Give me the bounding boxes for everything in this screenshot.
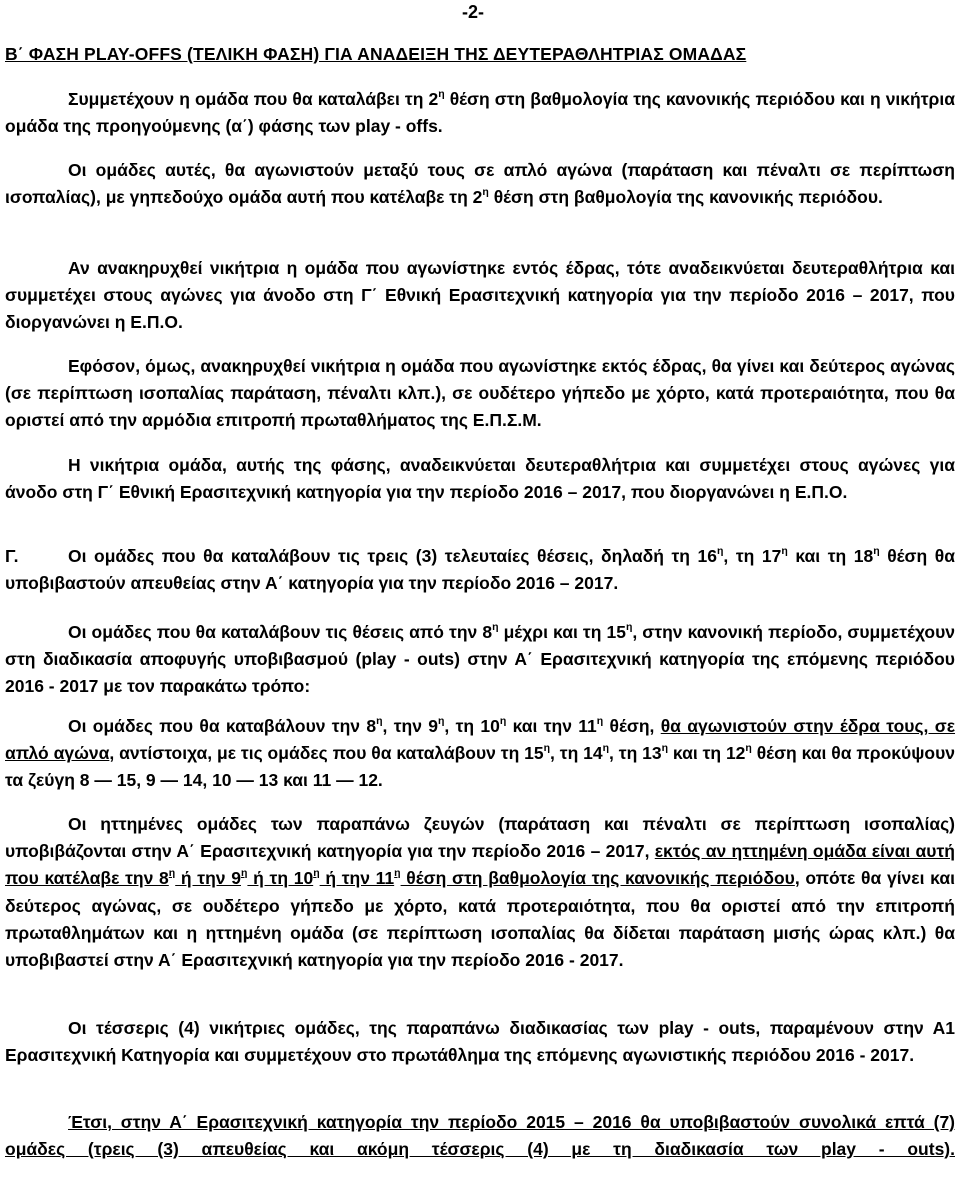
superscript: η xyxy=(625,621,633,633)
superscript: η xyxy=(240,867,248,880)
text-run: και τη 18 xyxy=(787,546,874,566)
superscript: η xyxy=(492,621,499,633)
paragraph-summary xyxy=(5,1109,955,1163)
text-run: , τη 10 xyxy=(444,716,500,736)
paragraph-playouts-winners xyxy=(5,1015,955,1069)
text-run: , στην κανονική περίοδο, συμμετέχουν στη διαδικασία αποφυγής υποβιβασμού (play - outs) στην Α΄ Ερασιτεχνική κατηγορία της επόμενης περιόδου 2016 - 2017 με τον παρακάτω τρόπο: xyxy=(5,622,956,697)
underlined-text: θα αγωνιστούν στην έδρα τους, σε απλό αγώνα xyxy=(5,716,956,764)
superscript: η xyxy=(596,715,604,727)
superscript: η xyxy=(376,715,383,727)
superscript: η xyxy=(438,88,445,100)
paragraph-home-winner xyxy=(5,255,955,337)
paragraph-away-winner xyxy=(5,353,955,435)
paragraph-match-rules xyxy=(5,157,955,211)
superscript: η xyxy=(313,867,320,880)
text-run: μέχρι και τη 15 xyxy=(498,622,626,642)
superscript: η xyxy=(661,742,669,755)
underlined-text: θέση στη βαθμολογία της κανονικής περιόδου xyxy=(400,868,795,889)
text-run: θέση και θα προκύψουν τα ζεύγη 8 — 15, 9 — 14, 10 — 13 και 11 — 12. xyxy=(5,743,956,791)
text-run: , τη 14 xyxy=(550,743,603,764)
superscript: η xyxy=(437,715,445,727)
text-run: , οπότε θα γίνει και δεύτερος αγώνας, σε ουδέτερο γήπεδο με χόρτο, κατά προτεραιότητα, που θα οριστεί από την επιτροπή πρωταθλημάτων και η ηττημένη ομάδα (σε περίπτωση ισοπαλίας θα δίδεται παράταση μισής ώρας κλπ.) θα υποβιβαστεί στην Α΄ Ερασιτεχνική κατηγορία για την περίοδο 2016 - 2017. xyxy=(5,868,955,971)
text-run: και την 11 xyxy=(506,716,597,736)
text-run: Εφόσον, όμως, ανακηρυχθεί νικήτρια η ομάδα που αγωνίστηκε εκτός έδρας, θα γίνει και δεύτερος αγώνας (σε περίπτωση ισοπαλίας παράταση, πέναλτι κλπ.), σε ουδέτερο γήπεδο με χόρτο, κατά προτεραιότητα, που θα οριστεί από την αρμόδια επιτροπή πρωταθλήματος της Ε.Π.Σ.Μ. xyxy=(5,356,955,431)
text-run: , τη 13 xyxy=(609,743,662,764)
text-run: θέση στη βαθμολογία της κανονικής περιόδου και η νικήτρια ομάδα της προηγούμενης (α΄) φάσης των play - offs. xyxy=(5,89,955,137)
paragraph-playouts-losers xyxy=(5,811,955,974)
superscript: η xyxy=(781,545,788,557)
paragraph-relegation-direct xyxy=(5,543,955,597)
underlined-text: ή τη 10 xyxy=(247,868,314,889)
text-run: θέση στη βαθμολογία της κανονικής περιόδου. xyxy=(488,187,883,208)
section-heading: Β΄ ΦΑΣΗ PLAY-OFFS (ΤΕΛΙΚΗ ΦΑΣΗ) ΓΙΑ ΑΝΑΔΕΙΞΗ ΤΗΣ ΔΕΥΤΕΡΑΘΛΗΤΡΙΑΣ ΟΜΑΔΑΣ xyxy=(5,44,747,64)
text-run: Οι ομάδες που θα καταλάβουν τις τρεις (3) τελευταίες θέσεις, δηλαδή τη 16 xyxy=(68,546,717,566)
page-number: -2- xyxy=(462,2,484,22)
section-label: Γ. xyxy=(5,546,19,566)
superscript: η xyxy=(499,715,507,727)
text-run: και τη 12 xyxy=(668,743,746,764)
paragraph-playouts-intro xyxy=(5,619,955,701)
superscript: η xyxy=(482,186,489,199)
paragraph-participants xyxy=(5,86,955,140)
underlined-text: ή την 11 xyxy=(319,868,395,889)
text-run: Αν ανακηρυχθεί νικήτρια η ομάδα που αγωνίστηκε εντός έδρας, τότε αναδεικνύεται δευτεραθλήτρια και συμμετέχει στους αγώνες για άνοδο στη Γ΄ Εθνική Ερασιτεχνική κατηγορία για την περίοδο 2016 – 2017, που διοργανώνει η Ε.Π.Ο. xyxy=(5,258,955,333)
superscript: η xyxy=(873,545,880,557)
superscript: η xyxy=(716,545,724,557)
text-run: , την 9 xyxy=(382,716,438,736)
underlined-text: εκτός αν ηττημένη ομάδα είναι αυτή που κατέλαβε την 8 xyxy=(5,841,955,889)
superscript: η xyxy=(543,742,551,755)
text-run: Συμμετέχουν η ομάδα που θα καταλάβει τη 2 xyxy=(68,89,439,109)
text-run: , τη 17 xyxy=(723,546,782,566)
text-run: Οι ομάδες που θα καταλάβουν τις θέσεις από την 8 xyxy=(68,622,493,642)
text-run: θέση θα υποβιβαστούν απευθείας στην Α΄ κατηγορία για την περίοδο 2016 – 2017. xyxy=(5,546,955,594)
text-run: Οι τέσσερις (4) νικήτριες ομάδες, της παραπάνω διαδικασίας των play - outs, παραμένουν στην Α1 Ερασιτεχνική Κατηγορία και συμμετέχουν στο πρωτάθλημα της επόμενης αγωνιστικής περιόδου 2016 - 2017. xyxy=(5,1018,955,1066)
text-run: Οι ομάδες που θα καταβάλουν την 8 xyxy=(68,716,377,736)
underlined-text: ή την 9 xyxy=(175,868,241,889)
text-run: θέση, xyxy=(603,716,661,736)
underlined-text: Έτσι, στην Α΄ Ερασιτεχνική κατηγορία την περίοδο 2015 – 2016 θα υποβιβαστούν συνολικά επτά (7) ομάδες (τρεις (3) απευθείας και ακόμη τέσσερις (4) με τη διαδικασία των play - outs). xyxy=(5,1112,955,1160)
superscript: η xyxy=(394,867,401,880)
text-run: Οι ομάδες αυτές, θα αγωνιστούν μεταξύ τους σε απλό αγώνα (παράταση και πέναλτι σε περίπτωση ισοπαλίας), με γηπεδούχο ομάδα αυτή που κατέλαβε τη 2 xyxy=(5,160,955,208)
superscript: η xyxy=(745,742,752,755)
paragraph-phase-winner xyxy=(5,452,955,506)
paragraph-playouts-pairs xyxy=(5,713,955,795)
text-run: , αντίστοιχα, με τις ομάδες που θα καταλάβουν τη 15 xyxy=(109,743,544,764)
superscript: η xyxy=(168,867,176,880)
superscript: η xyxy=(602,742,610,755)
text-run: Η νικήτρια ομάδα, αυτής της φάσης, αναδεικνύεται δευτεραθλήτρια και συμμετέχει στους αγώνες για άνοδο στη Γ΄ Εθνική Ερασιτεχνική κατηγορία για την περίοδο 2016 – 2017, που διοργανώνει η Ε.Π.Ο. xyxy=(5,455,955,503)
text-run: Οι ηττημένες ομάδες των παραπάνω ζευγών (παράταση και πέναλτι σε περίπτωση ισοπαλίας) υποβιβάζονται στην Α΄ Ερασιτεχνική κατηγορία για την περίοδο 2016 – 2017, xyxy=(5,814,955,862)
